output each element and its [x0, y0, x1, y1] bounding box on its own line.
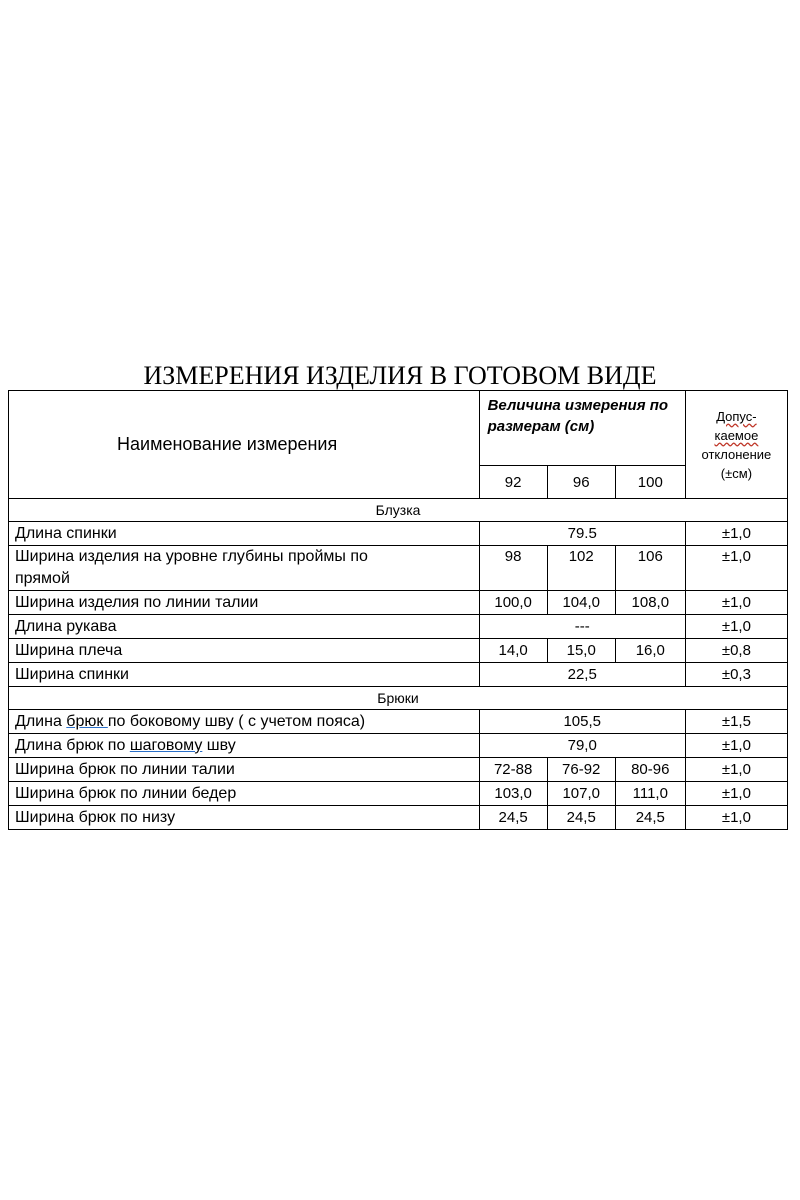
row-name-part: по боковому шву ( с учетом пояса) [107, 712, 366, 730]
row-name-part: Длина брюк по [15, 736, 130, 754]
row-value-96: 24,5 [547, 806, 615, 830]
row-name [9, 546, 480, 591]
row-name: Ширина изделия по линии талии [9, 591, 480, 615]
row-value-96: 15,0 [547, 639, 615, 663]
row-value-96: 104,0 [547, 591, 615, 615]
row-value-92: 100,0 [479, 591, 547, 615]
table-row [9, 522, 788, 546]
row-name-part: Длина [15, 712, 67, 730]
row-name-line1: Ширина изделия на уровне глубины проймы по [15, 548, 368, 565]
row-value: --- [479, 615, 685, 639]
row-value-92: 103,0 [479, 782, 547, 806]
row-value: 22,5 [479, 663, 685, 687]
table-row [9, 591, 788, 615]
section-trousers: Брюки [9, 687, 788, 710]
row-value-92: 24,5 [479, 806, 547, 830]
row-value-100: 80-96 [615, 758, 685, 782]
section-row [9, 499, 788, 522]
section-row [9, 687, 788, 710]
size-100: 100 [615, 466, 685, 499]
row-name: Длина спинки [9, 522, 480, 546]
row-name [9, 710, 480, 734]
row-tolerance: ±1,0 [685, 615, 787, 639]
row-value-92: 14,0 [479, 639, 547, 663]
tolerance-label-line4: (±см) [720, 465, 753, 481]
tolerance-label-line3: отклонение [701, 446, 772, 462]
row-tolerance: ±0,8 [685, 639, 787, 663]
table-row [9, 710, 788, 734]
row-value: 79,0 [479, 734, 685, 758]
table-row [9, 546, 788, 591]
row-name: Длина рукава [9, 615, 480, 639]
row-name: Ширина брюк по линии бедер [9, 782, 480, 806]
measurements-table [8, 390, 788, 830]
row-name: Ширина спинки [9, 663, 480, 687]
row-tolerance: ±1,0 [685, 522, 787, 546]
row-value-96: 102 [547, 546, 615, 591]
row-tolerance: ±1,0 [685, 734, 787, 758]
header-size-cell: Величина измерения по размерам (см) [479, 391, 685, 466]
table-row [9, 782, 788, 806]
row-name: Ширина плеча [9, 639, 480, 663]
tolerance-label-line1: Допус- [716, 408, 757, 424]
row-value: 105,5 [479, 710, 685, 734]
row-value-96: 76-92 [547, 758, 615, 782]
size-96: 96 [547, 466, 615, 499]
row-value-100: 16,0 [615, 639, 685, 663]
row-value-92: 98 [479, 546, 547, 591]
row-tolerance: ±1,0 [685, 591, 787, 615]
row-value-100: 106 [615, 546, 685, 591]
table-row [9, 639, 788, 663]
row-value-96: 107,0 [547, 782, 615, 806]
table-row [9, 806, 788, 830]
row-name: Ширина брюк по низу [9, 806, 480, 830]
row-tolerance: ±1,0 [685, 758, 787, 782]
row-value-100: 108,0 [615, 591, 685, 615]
row-name-line2: прямой [15, 570, 70, 587]
row-name-underlined: брюк [66, 712, 108, 730]
size-92: 92 [479, 466, 547, 499]
header-name-cell: Наименование измерения [9, 391, 480, 499]
page-title: ИЗМЕРЕНИЯ ИЗДЕЛИЯ В ГОТОВОМ ВИДЕ [143, 361, 657, 390]
row-value-92: 72-88 [479, 758, 547, 782]
table-row [9, 758, 788, 782]
row-tolerance: ±0,3 [685, 663, 787, 687]
row-tolerance: ±1,0 [685, 806, 787, 830]
header-tolerance-cell [685, 391, 787, 499]
row-tolerance: ±1,0 [685, 782, 787, 806]
table-row [9, 734, 788, 758]
row-name [9, 734, 480, 758]
row-name-underlined: шаговому [129, 736, 203, 754]
row-value-100: 24,5 [615, 806, 685, 830]
row-tolerance: ±1,0 [685, 546, 787, 591]
section-blouse: Блузка [9, 499, 788, 522]
tolerance-label-line2: каемое [714, 427, 759, 443]
table-row [9, 615, 788, 639]
row-value: 79.5 [479, 522, 685, 546]
row-name: Ширина брюк по линии талии [9, 758, 480, 782]
row-tolerance: ±1,5 [685, 710, 787, 734]
row-value-100: 111,0 [615, 782, 685, 806]
table-row [9, 663, 788, 687]
header-row [9, 391, 788, 466]
row-name-part: шву [202, 736, 236, 754]
